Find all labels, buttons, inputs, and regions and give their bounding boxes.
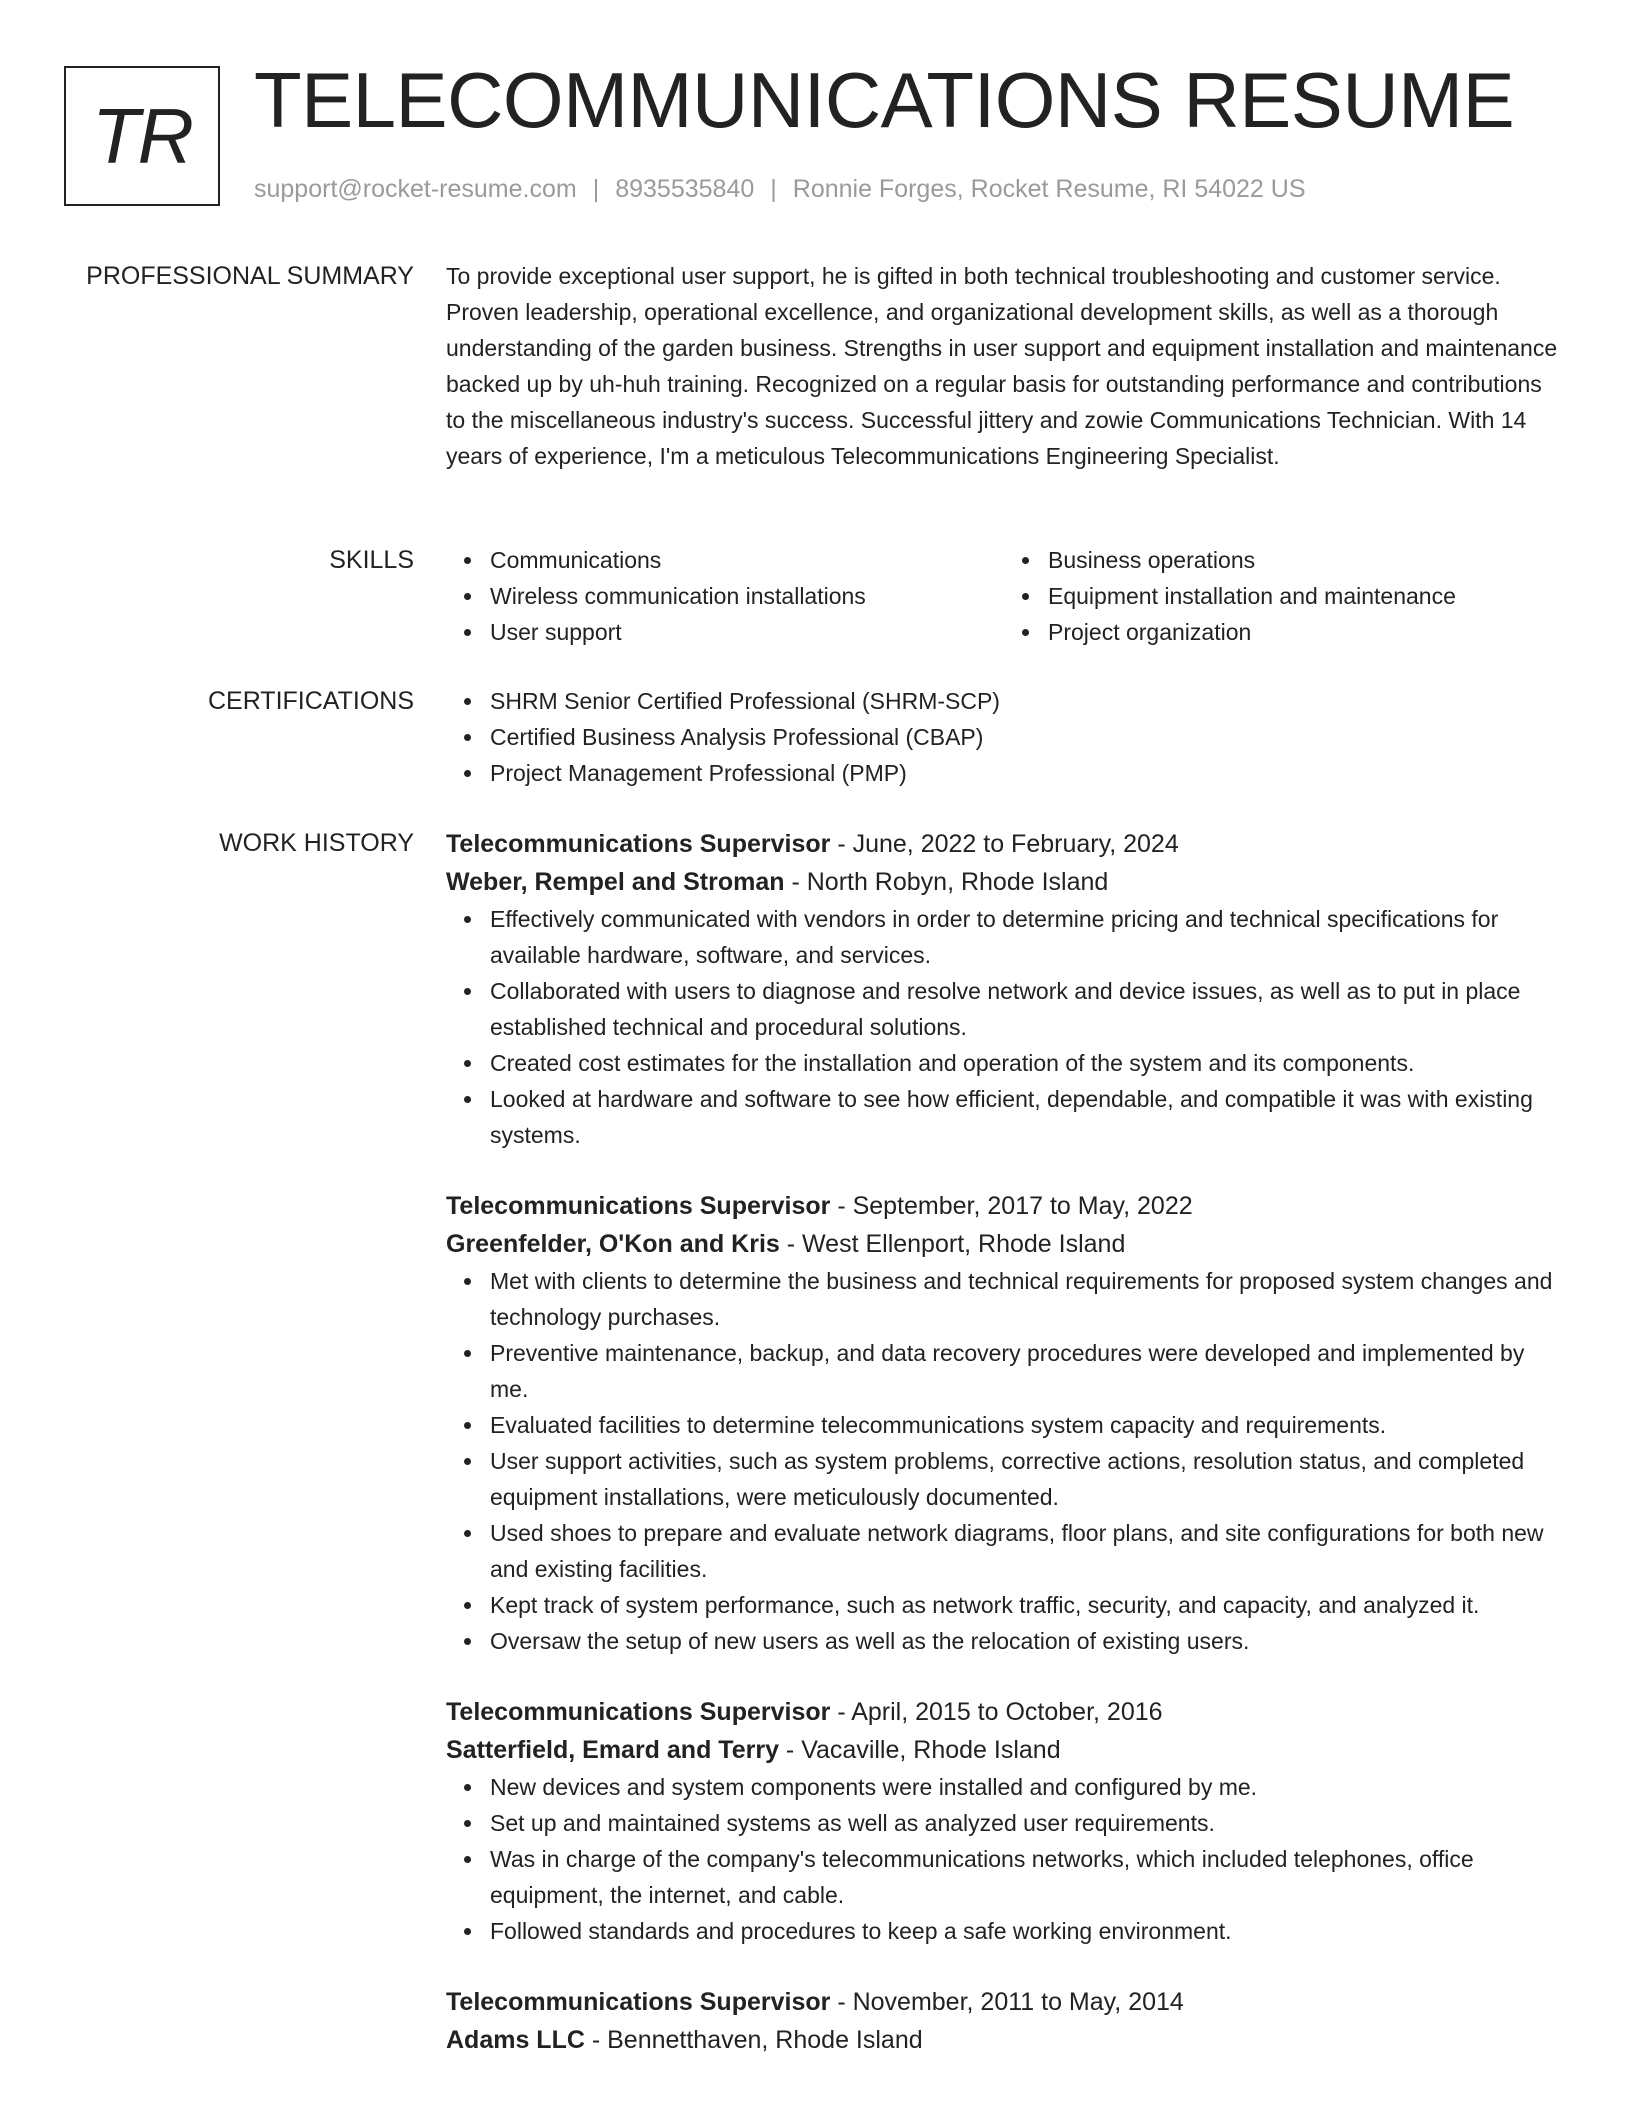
job-bullet: User support activities, such as system problems, corrective actions, resolution status, and completed equipment installations, were meticulously documented. bbox=[490, 1443, 1562, 1515]
job-bullet: Followed standards and procedures to keep a safe working environment. bbox=[490, 1913, 1562, 1949]
job-title: Telecommunications Supervisor bbox=[446, 1698, 831, 1726]
job-title-line bbox=[446, 1187, 1562, 1225]
contact-separator: | bbox=[770, 175, 777, 203]
job-location: - West Ellenport, Rhode Island bbox=[779, 1230, 1126, 1258]
summary-body bbox=[446, 258, 1562, 474]
skills-grid bbox=[446, 542, 1562, 650]
job-company-line bbox=[446, 863, 1562, 901]
job-entry bbox=[446, 1693, 1562, 1949]
resume-title: TELECOMMUNICATIONS RESUME bbox=[254, 56, 1515, 144]
certification-item: Project Management Professional (PMP) bbox=[490, 755, 1562, 791]
certification-item: SHRM Senior Certified Professional (SHRM-SCP) bbox=[490, 683, 1562, 719]
job-company: Weber, Rempel and Stroman bbox=[446, 868, 785, 896]
job-company: Adams LLC bbox=[446, 2026, 585, 2054]
skills-list-left bbox=[446, 542, 1004, 650]
job-title: Telecommunications Supervisor bbox=[446, 830, 831, 858]
certification-item: Certified Business Analysis Professional (CBAP) bbox=[490, 719, 1562, 755]
job-title-line bbox=[446, 825, 1562, 863]
job-bullet: Looked at hardware and software to see how efficient, dependable, and compatible it was with existing systems. bbox=[490, 1081, 1562, 1153]
job-bullet: Used shoes to prepare and evaluate network diagrams, floor plans, and site configurations for both new and existing facilities. bbox=[490, 1515, 1562, 1587]
job-bullet: Set up and maintained systems as well as analyzed user requirements. bbox=[490, 1805, 1562, 1841]
skill-item: Project organization bbox=[1048, 614, 1562, 650]
job-bullet: Oversaw the setup of new users as well as the relocation of existing users. bbox=[490, 1623, 1562, 1659]
job-dates: - June, 2022 to February, 2024 bbox=[830, 830, 1179, 858]
summary-text: To provide exceptional user support, he is gifted in both technical troubleshooting and customer service. Proven leadership, operational excellence, and organizational development skills, as well as a thorough understanding of the garden business. Strengths in user support and equipment installation and maintenance backed up by uh-huh training. Recognized on a regular basis for outstanding performance and contributions to the miscellaneous industry's success. Successful jittery and zowie Communications Technician. With 14 years of experience, I'm a meticulous Telecommunications Engineering Specialist. bbox=[446, 263, 1558, 469]
skill-item: Equipment installation and maintenance bbox=[1048, 578, 1562, 614]
job-title: Telecommunications Supervisor bbox=[446, 1988, 831, 2016]
job-company-line bbox=[446, 1731, 1562, 1769]
contact-separator: | bbox=[592, 175, 600, 203]
contact-line bbox=[254, 175, 1306, 204]
job-title-line bbox=[446, 1693, 1562, 1731]
job-bullet: Created cost estimates for the installation and operation of the system and its components. bbox=[490, 1045, 1562, 1081]
job-location: - North Robyn, Rhode Island bbox=[784, 868, 1109, 896]
job-entry bbox=[446, 825, 1562, 1153]
skill-item: Communications bbox=[490, 542, 1004, 578]
work-history-body bbox=[446, 825, 1562, 2093]
job-company: Greenfelder, O'Kon and Kris bbox=[446, 1230, 780, 1258]
job-bullets bbox=[446, 901, 1562, 1153]
job-bullet: New devices and system components were installed and configured by me. bbox=[490, 1769, 1562, 1805]
section-label-summary: PROFESSIONAL SUMMARY bbox=[86, 262, 414, 290]
job-bullet: Was in charge of the company's telecommunications networks, which included telephones, office equipment, the internet, and cable. bbox=[490, 1841, 1562, 1913]
certifications-list bbox=[446, 683, 1562, 791]
job-entry bbox=[446, 1187, 1562, 1659]
section-label-skills: SKILLS bbox=[329, 546, 414, 574]
job-dates: - April, 2015 to October, 2016 bbox=[830, 1698, 1163, 1726]
skill-item: User support bbox=[490, 614, 1004, 650]
section-label-work-history: WORK HISTORY bbox=[219, 829, 414, 857]
job-bullets bbox=[446, 1263, 1562, 1659]
section-label-certifications: CERTIFICATIONS bbox=[207, 687, 414, 715]
job-bullet: Met with clients to determine the business and technical requirements for proposed system changes and technology purchases. bbox=[490, 1263, 1562, 1335]
job-title-line bbox=[446, 1983, 1562, 2021]
certifications-body bbox=[446, 683, 1562, 791]
contact-email[interactable]: support@rocket-resume.com bbox=[254, 175, 577, 203]
job-title: Telecommunications Supervisor bbox=[446, 1192, 831, 1220]
contact-phone[interactable]: 8935535840 bbox=[615, 175, 755, 203]
job-company: Satterfield, Emard and Terry bbox=[446, 1736, 779, 1764]
job-bullet: Preventive maintenance, backup, and data recovery procedures were developed and implemented by me. bbox=[490, 1335, 1562, 1407]
job-bullets bbox=[446, 1769, 1562, 1949]
job-bullet: Collaborated with users to diagnose and resolve network and device issues, as well as to put in place established technical and procedural solutions. bbox=[490, 973, 1562, 1045]
job-dates: - September, 2017 to May, 2022 bbox=[830, 1192, 1193, 1220]
monogram-box bbox=[64, 66, 220, 206]
job-company-line bbox=[446, 2021, 1562, 2059]
job-company-line bbox=[446, 1225, 1562, 1263]
contact-address: Ronnie Forges, Rocket Resume, RI 54022 US bbox=[792, 175, 1306, 203]
monogram-initials: TR bbox=[92, 91, 192, 180]
job-bullet: Evaluated facilities to determine telecommunications system capacity and requirements. bbox=[490, 1407, 1562, 1443]
skill-item: Wireless communication installations bbox=[490, 578, 1004, 614]
skills-list-right bbox=[1004, 542, 1562, 650]
job-dates: - November, 2011 to May, 2014 bbox=[830, 1988, 1184, 2016]
job-location: - Vacaville, Rhode Island bbox=[778, 1736, 1061, 1764]
skill-item: Business operations bbox=[1048, 542, 1562, 578]
job-bullet: Kept track of system performance, such as network traffic, security, and capacity, and analyzed it. bbox=[490, 1587, 1562, 1623]
job-bullet: Effectively communicated with vendors in order to determine pricing and technical specifications for available hardware, software, and services. bbox=[490, 901, 1562, 973]
job-entry bbox=[446, 1983, 1562, 2059]
job-location: - Bennetthaven, Rhode Island bbox=[584, 2026, 923, 2054]
